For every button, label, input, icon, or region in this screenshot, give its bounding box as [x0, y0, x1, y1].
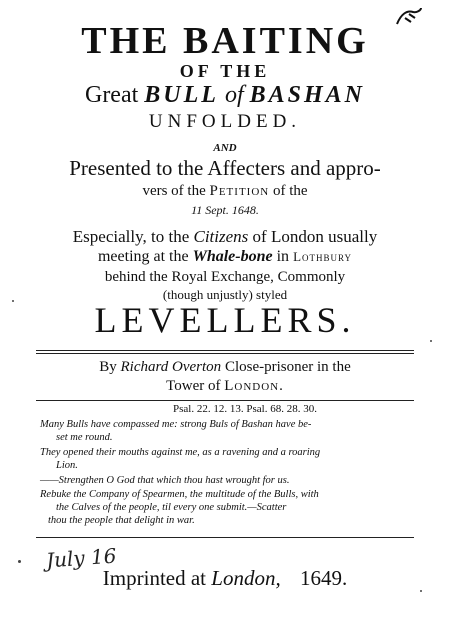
author-line-2 — [0, 379, 450, 394]
title-of-the: of the — [272, 183, 308, 199]
title-line-7 — [0, 184, 450, 199]
scripture-line-2: set me round. — [56, 432, 113, 443]
dedication-london: of London usually — [252, 227, 378, 246]
scripture-line-1: Many Bulls have compassed me: strong Buls of Bashan have be- — [40, 419, 312, 430]
author-london: London. — [224, 378, 284, 394]
title-great: Great — [84, 82, 139, 108]
dedication-line-2 — [0, 249, 450, 265]
title-bashan: BASHAN — [249, 82, 365, 108]
author-status: Close-prisoner in the — [224, 359, 351, 375]
author-tower: Tower of — [166, 378, 221, 394]
divider-bottom — [36, 537, 414, 538]
author-line-1 — [0, 360, 450, 375]
dedication-lothbury: Lothbury — [293, 249, 353, 264]
dedication-line-4: (though unjustly) styled — [162, 287, 288, 302]
levellers-heading: LEVELLERS. — [94, 300, 356, 340]
scripture-line-8: thou the people that delight in war. — [48, 515, 195, 526]
author-name: Richard Overton — [120, 359, 222, 375]
scan-speck — [420, 590, 422, 592]
dedication-line-3: behind the Royal Exchange, Commonly — [104, 269, 346, 285]
dedication-especially: Especially, to the — [72, 227, 190, 246]
title-bull: BULL — [144, 82, 219, 108]
title-vers: vers of the — [142, 183, 206, 199]
title-line-5: AND — [213, 142, 237, 154]
imprint-text: Imprinted at — [102, 566, 207, 590]
title-line-4: UNFOLDED. — [148, 111, 302, 132]
divider-middle — [36, 400, 414, 401]
title-line-3 — [0, 83, 450, 107]
dedication-citizens: Citizens — [193, 227, 249, 246]
dedication-in: in — [276, 248, 290, 265]
scan-speck — [12, 300, 14, 302]
author-by: By — [99, 359, 117, 375]
divider-top — [36, 350, 414, 351]
scan-speck — [430, 340, 432, 342]
dedication-line-1 — [0, 228, 450, 245]
imprint-line — [0, 568, 450, 589]
title-line-2: OF THE — [179, 61, 271, 81]
divider-top-inner — [36, 353, 414, 354]
title-line-1: THE BAITING — [81, 20, 369, 62]
title-of: of — [224, 82, 244, 108]
scripture-line-6: Rebuke the Company of Spearmen, the multitude of the Bulls, with — [40, 489, 319, 500]
imprint-london: London, — [211, 566, 281, 590]
dedication-meeting: meeting at the — [97, 248, 189, 265]
scripture-line-5: ——Strengthen O God that which thou hast wrought for us. — [40, 475, 290, 486]
scripture-reference: Psal. 22. 12. 13. Psal. 68. 28. 30. — [173, 403, 317, 415]
handwritten-date: July 16 — [45, 543, 118, 573]
dedication-whalebone: Whale-bone — [192, 248, 273, 265]
scan-speck — [18, 560, 21, 563]
title-petition: Petition — [209, 183, 270, 199]
title-line-8: 11 Sept. 1648. — [191, 203, 259, 217]
scripture-line-7: the Calves of the people, til every one submit.—Scatter — [56, 502, 287, 513]
scripture-line-3: They opened their mouths against me, as a ravening and a roaring — [40, 447, 321, 458]
title-line-6: Presented to the Affecters and appro- — [69, 156, 381, 180]
scripture-line-4: Lion. — [56, 460, 78, 471]
imprint-year: 1649. — [299, 566, 348, 590]
